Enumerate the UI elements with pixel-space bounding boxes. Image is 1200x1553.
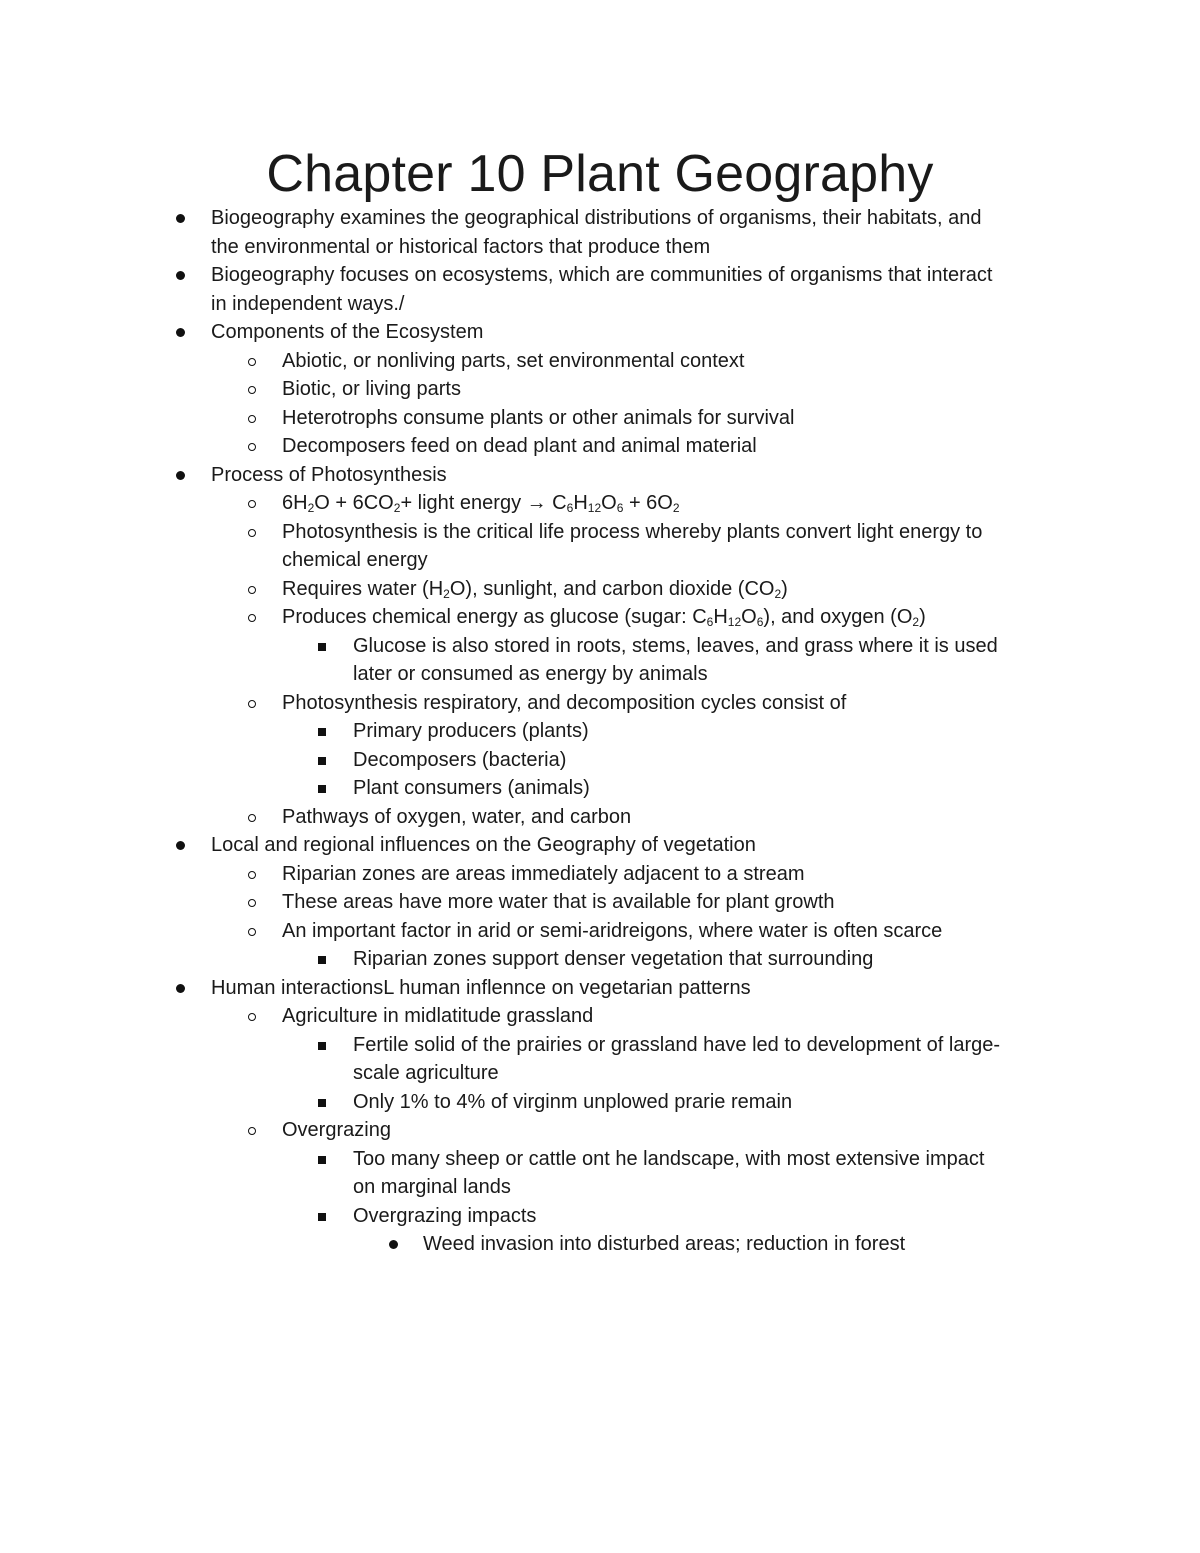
list-item-text: Decomposers (bacteria) <box>353 749 567 771</box>
list-bullet <box>318 945 326 964</box>
square-bullet-icon <box>318 1099 326 1107</box>
hollow-bullet-icon <box>248 899 256 907</box>
list-item-text: in independent ways./ <box>211 293 405 315</box>
text-segment: O <box>601 492 617 514</box>
subscript: 2 <box>393 501 401 515</box>
text-segment: O <box>741 606 757 628</box>
list-item-text: Riparian zones support denser vegetation that surrounding <box>353 948 874 970</box>
text-segment: Requires water (H <box>282 578 444 600</box>
subscript: 12 <box>587 501 602 515</box>
list-bullet <box>248 689 256 708</box>
square-bullet-icon <box>318 643 326 651</box>
square-bullet-icon <box>318 1156 326 1164</box>
list-item-text: Local and regional influences on the Geography of vegetation <box>211 834 756 856</box>
hollow-bullet-icon <box>248 586 256 594</box>
list-item-text: Weed invasion into disturbed areas; reduction in forest <box>423 1233 906 1255</box>
list-bullet <box>176 461 185 480</box>
text-segment: H <box>573 492 588 514</box>
subscript: 6 <box>616 501 624 515</box>
list-bullet <box>248 1116 256 1135</box>
text-segment: + 6O <box>623 492 673 514</box>
subscript: 2 <box>774 587 782 601</box>
list-bullet <box>176 831 185 850</box>
list-bullet <box>248 375 256 394</box>
list-bullet <box>248 404 256 423</box>
list-bullet <box>318 632 326 651</box>
text-segment: H <box>713 606 728 628</box>
list-item-text: Overgrazing <box>282 1119 391 1141</box>
list-bullet <box>318 1202 326 1221</box>
list-item-text: Process of Photosynthesis <box>211 464 447 486</box>
square-bullet-icon <box>318 785 326 793</box>
square-bullet-icon <box>318 956 326 964</box>
list-bullet <box>248 432 256 451</box>
list-item-text: Primary producers (plants) <box>353 720 589 742</box>
list-item-text <box>282 575 788 603</box>
hollow-bullet-icon <box>248 443 256 451</box>
list-item-text: Human interactionsL human inflennce on vegetarian patterns <box>211 977 751 999</box>
list-item-text: Biotic, or living parts <box>282 378 461 400</box>
text-segment: + light energy → C <box>400 492 567 514</box>
square-bullet-icon <box>318 728 326 736</box>
hollow-bullet-icon <box>248 386 256 394</box>
list-bullet <box>248 803 256 822</box>
bullet-icon <box>176 471 185 480</box>
list-bullet <box>318 774 326 793</box>
text-segment: 6H <box>282 492 308 514</box>
list-item-text: Photosynthesis respiratory, and decomposition cycles consist of <box>282 692 847 714</box>
list-bullet <box>248 518 256 537</box>
list-bullet <box>318 717 326 736</box>
bullet-icon <box>176 328 185 337</box>
list-item-text: Heterotrophs consume plants or other animals for survival <box>282 407 795 429</box>
bullet-icon <box>176 214 185 223</box>
hollow-bullet-icon <box>248 1127 256 1135</box>
list-item-text <box>282 489 680 517</box>
square-bullet-icon <box>318 757 326 765</box>
list-item-text: Biogeography focuses on ecosystems, which are communities of organisms that interact <box>211 264 993 286</box>
list-item-text: the environmental or historical factors that produce them <box>211 236 711 258</box>
hollow-bullet-icon <box>248 358 256 366</box>
list-item-text: later or consumed as energy by animals <box>353 663 708 685</box>
list-item-text: Components of the Ecosystem <box>211 321 484 343</box>
page-title: Chapter 10 Plant Geography <box>266 145 934 203</box>
list-item-text <box>282 603 926 631</box>
square-bullet-icon <box>318 1042 326 1050</box>
hollow-bullet-icon <box>248 928 256 936</box>
list-bullet <box>389 1230 398 1249</box>
subscript: 6 <box>756 615 764 629</box>
subscript: 6 <box>706 615 714 629</box>
list-item-text: Biogeography examines the geographical distributions of organisms, their habitats, and <box>211 207 982 229</box>
text-segment: O), sunlight, and carbon dioxide (CO <box>449 578 775 600</box>
bullet-icon <box>176 841 185 850</box>
list-item-text: Pathways of oxygen, water, and carbon <box>282 806 632 828</box>
text-segment: ), and oxygen (O <box>763 606 913 628</box>
list-item-text: Plant consumers (animals) <box>353 777 590 799</box>
list-item-text: Agriculture in midlatitude grassland <box>282 1005 594 1027</box>
hollow-bullet-icon <box>248 700 256 708</box>
list-bullet <box>248 603 256 622</box>
hollow-bullet-icon <box>248 614 256 622</box>
list-bullet <box>318 1031 326 1050</box>
list-item-text: chemical energy <box>282 549 428 571</box>
list-bullet <box>318 1088 326 1107</box>
hollow-bullet-icon <box>248 529 256 537</box>
list-bullet <box>318 1145 326 1164</box>
list-bullet <box>248 860 256 879</box>
list-bullet <box>248 1002 256 1021</box>
list-bullet <box>176 318 185 337</box>
bullet-icon <box>389 1240 398 1249</box>
list-bullet <box>176 204 185 223</box>
subscript: 12 <box>727 615 742 629</box>
list-item-text: Overgrazing impacts <box>353 1205 537 1227</box>
text-segment: Produces chemical energy as glucose (sugar: C <box>282 606 707 628</box>
subscript: 2 <box>912 615 920 629</box>
list-bullet <box>248 489 256 508</box>
bullet-icon <box>176 271 185 280</box>
list-bullet <box>248 347 256 366</box>
text-segment: O + 6CO <box>314 492 394 514</box>
list-item-text: Photosynthesis is the critical life process whereby plants convert light energy to <box>282 521 983 543</box>
subscript: 2 <box>672 501 680 515</box>
list-item-text: An important factor in arid or semi-aridreigons, where water is often scarce <box>282 920 943 942</box>
list-item-text: Glucose is also stored in roots, stems, leaves, and grass where it is used <box>353 635 998 657</box>
list-item-text: Fertile solid of the prairies or grassland have led to development of large- <box>353 1034 1001 1056</box>
list-item-text: on marginal lands <box>353 1176 511 1198</box>
list-bullet <box>176 261 185 280</box>
subscript: 6 <box>566 501 574 515</box>
list-item-text: Decomposers feed on dead plant and animal material <box>282 435 757 457</box>
list-item-text: Too many sheep or cattle ont he landscape, with most extensive impact <box>353 1148 985 1170</box>
list-bullet <box>176 974 185 993</box>
list-bullet <box>318 746 326 765</box>
text-segment: ) <box>919 606 926 628</box>
list-item-text: Only 1% to 4% of virginm unplowed prarie remain <box>353 1091 793 1113</box>
hollow-bullet-icon <box>248 500 256 508</box>
list-item-text: Abiotic, or nonliving parts, set environmental context <box>282 350 745 372</box>
bullet-icon <box>176 984 185 993</box>
hollow-bullet-icon <box>248 415 256 423</box>
hollow-bullet-icon <box>248 814 256 822</box>
list-item-text: scale agriculture <box>353 1062 499 1084</box>
hollow-bullet-icon <box>248 871 256 879</box>
list-item-text: These areas have more water that is available for plant growth <box>282 891 835 913</box>
text-segment: ) <box>781 578 788 600</box>
hollow-bullet-icon <box>248 1013 256 1021</box>
list-bullet <box>248 575 256 594</box>
subscript: 2 <box>443 587 450 601</box>
square-bullet-icon <box>318 1213 326 1221</box>
list-bullet <box>248 917 256 936</box>
subscript: 2 <box>307 501 315 515</box>
list-bullet <box>248 888 256 907</box>
list-item-text: Riparian zones are areas immediately adjacent to a stream <box>282 863 805 885</box>
